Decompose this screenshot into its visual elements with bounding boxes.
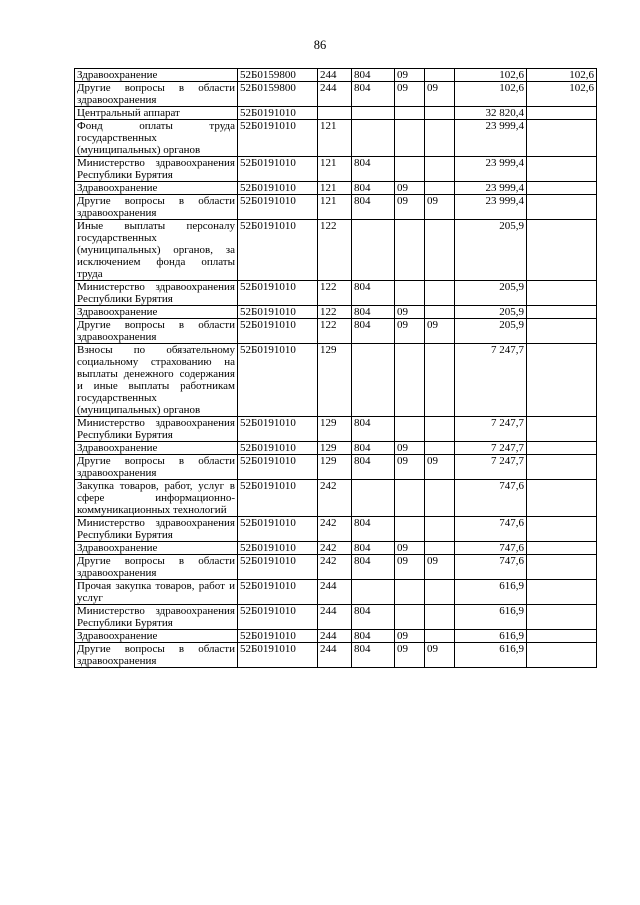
- subsection-2-cell: [425, 480, 455, 517]
- subsection-2-cell: 09: [425, 319, 455, 344]
- amount-cell: 7 247,7: [455, 344, 527, 417]
- target-article-cell: 52Б0191010: [238, 555, 318, 580]
- amount-2-cell: [527, 281, 597, 306]
- section-cell: 804: [352, 417, 395, 442]
- amount-2-cell: [527, 157, 597, 182]
- section-cell: 804: [352, 643, 395, 668]
- table-row: [75, 442, 597, 455]
- expense-type-cell: 244: [318, 643, 352, 668]
- amount-2-cell: [527, 417, 597, 442]
- subsection-2-cell: [425, 517, 455, 542]
- target-article-cell: 52Б0191010: [238, 344, 318, 417]
- amount-2-cell: [527, 555, 597, 580]
- row-name-cell: Здравоохранение: [75, 630, 238, 643]
- target-article-cell: 52Б0191010: [238, 643, 318, 668]
- expense-type-cell: 242: [318, 542, 352, 555]
- amount-2-cell: [527, 220, 597, 281]
- expense-type-cell: 121: [318, 120, 352, 157]
- subsection-cell: 09: [395, 643, 425, 668]
- amount-cell: 205,9: [455, 306, 527, 319]
- subsection-2-cell: [425, 281, 455, 306]
- row-name-cell: Здравоохранение: [75, 306, 238, 319]
- amount-2-cell: [527, 442, 597, 455]
- row-name-cell: Здравоохранение: [75, 69, 238, 82]
- subsection-2-cell: [425, 442, 455, 455]
- subsection-cell: [395, 281, 425, 306]
- row-name-cell: Фонд оплаты труда государственных (муниципальных) органов: [75, 120, 238, 157]
- section-cell: 804: [352, 630, 395, 643]
- amount-2-cell: [527, 455, 597, 480]
- subsection-2-cell: 09: [425, 555, 455, 580]
- amount-2-cell: [527, 319, 597, 344]
- target-article-cell: 52Б0191010: [238, 442, 318, 455]
- expense-type-cell: 242: [318, 480, 352, 517]
- row-name-cell: Министерство здравоохранения Республики Бурятия: [75, 605, 238, 630]
- subsection-cell: 09: [395, 630, 425, 643]
- section-cell: 804: [352, 542, 395, 555]
- amount-2-cell: [527, 195, 597, 220]
- subsection-2-cell: [425, 542, 455, 555]
- target-article-cell: 52Б0191010: [238, 157, 318, 182]
- expense-type-cell: 244: [318, 69, 352, 82]
- expense-type-cell: 122: [318, 281, 352, 306]
- section-cell: 804: [352, 195, 395, 220]
- section-cell: [352, 107, 395, 120]
- table-row: [75, 455, 597, 480]
- subsection-cell: 09: [395, 306, 425, 319]
- section-cell: 804: [352, 605, 395, 630]
- subsection-2-cell: 09: [425, 82, 455, 107]
- section-cell: 804: [352, 157, 395, 182]
- subsection-2-cell: [425, 69, 455, 82]
- subsection-cell: [395, 480, 425, 517]
- target-article-cell: 52Б0191010: [238, 107, 318, 120]
- row-name-cell: Министерство здравоохранения Республики Бурятия: [75, 281, 238, 306]
- budget-table: [74, 68, 597, 668]
- subsection-2-cell: [425, 344, 455, 417]
- expense-type-cell: 121: [318, 182, 352, 195]
- expense-type-cell: 244: [318, 82, 352, 107]
- row-name-cell: Здравоохранение: [75, 542, 238, 555]
- row-name-cell: Взносы по обязательному социальному страхованию на выплаты денежного содержания и иные выплаты работникам государственных (муниципальных) органов: [75, 344, 238, 417]
- table-row: [75, 344, 597, 417]
- section-cell: [352, 580, 395, 605]
- section-cell: [352, 480, 395, 517]
- row-name-cell: Министерство здравоохранения Республики Бурятия: [75, 157, 238, 182]
- section-cell: 804: [352, 455, 395, 480]
- amount-cell: 205,9: [455, 319, 527, 344]
- target-article-cell: 52Б0159800: [238, 69, 318, 82]
- subsection-2-cell: [425, 605, 455, 630]
- target-article-cell: 52Б0191010: [238, 580, 318, 605]
- subsection-cell: 09: [395, 555, 425, 580]
- expense-type-cell: 244: [318, 630, 352, 643]
- table-row: [75, 69, 597, 82]
- table-row: [75, 107, 597, 120]
- subsection-cell: [395, 220, 425, 281]
- subsection-2-cell: [425, 580, 455, 605]
- row-name-cell: Центральный аппарат: [75, 107, 238, 120]
- row-name-cell: Другие вопросы в области здравоохранения: [75, 82, 238, 107]
- row-name-cell: Здравоохранение: [75, 442, 238, 455]
- expense-type-cell: 129: [318, 344, 352, 417]
- subsection-cell: 09: [395, 319, 425, 344]
- amount-2-cell: [527, 120, 597, 157]
- table-row: [75, 417, 597, 442]
- expense-type-cell: 129: [318, 417, 352, 442]
- amount-2-cell: [527, 630, 597, 643]
- subsection-2-cell: [425, 306, 455, 319]
- amount-cell: 616,9: [455, 580, 527, 605]
- table-row: [75, 82, 597, 107]
- row-name-cell: Другие вопросы в области здравоохранения: [75, 555, 238, 580]
- amount-2-cell: [527, 306, 597, 319]
- expense-type-cell: 121: [318, 157, 352, 182]
- subsection-cell: [395, 120, 425, 157]
- amount-cell: 616,9: [455, 643, 527, 668]
- amount-cell: 747,6: [455, 517, 527, 542]
- subsection-2-cell: 09: [425, 195, 455, 220]
- subsection-2-cell: [425, 630, 455, 643]
- amount-cell: 747,6: [455, 542, 527, 555]
- expense-type-cell: [318, 107, 352, 120]
- section-cell: 804: [352, 82, 395, 107]
- target-article-cell: 52Б0191010: [238, 281, 318, 306]
- table-row: [75, 182, 597, 195]
- section-cell: 804: [352, 442, 395, 455]
- row-name-cell: Министерство здравоохранения Республики Бурятия: [75, 417, 238, 442]
- row-name-cell: Закупка товаров, работ, услуг в сфере информационно-коммуникационных технологий: [75, 480, 238, 517]
- target-article-cell: 52Б0191010: [238, 417, 318, 442]
- row-name-cell: Прочая закупка товаров, работ и услуг: [75, 580, 238, 605]
- amount-cell: 102,6: [455, 69, 527, 82]
- section-cell: 804: [352, 281, 395, 306]
- section-cell: 804: [352, 69, 395, 82]
- subsection-2-cell: [425, 120, 455, 157]
- amount-cell: 23 999,4: [455, 157, 527, 182]
- amount-2-cell: [527, 580, 597, 605]
- expense-type-cell: 121: [318, 195, 352, 220]
- amount-cell: 7 247,7: [455, 455, 527, 480]
- row-name-cell: Другие вопросы в области здравоохранения: [75, 195, 238, 220]
- subsection-2-cell: [425, 182, 455, 195]
- amount-cell: 23 999,4: [455, 120, 527, 157]
- table-row: [75, 157, 597, 182]
- amount-2-cell: [527, 480, 597, 517]
- amount-2-cell: 102,6: [527, 69, 597, 82]
- subsection-cell: [395, 580, 425, 605]
- section-cell: 804: [352, 306, 395, 319]
- amount-2-cell: [527, 182, 597, 195]
- expense-type-cell: 122: [318, 306, 352, 319]
- target-article-cell: 52Б0191010: [238, 630, 318, 643]
- target-article-cell: 52Б0191010: [238, 195, 318, 220]
- amount-cell: 616,9: [455, 630, 527, 643]
- subsection-2-cell: [425, 107, 455, 120]
- subsection-2-cell: [425, 417, 455, 442]
- subsection-cell: 09: [395, 442, 425, 455]
- target-article-cell: 52Б0191010: [238, 319, 318, 344]
- target-article-cell: 52Б0191010: [238, 220, 318, 281]
- expense-type-cell: 242: [318, 555, 352, 580]
- target-article-cell: 52Б0159800: [238, 82, 318, 107]
- table-row: [75, 555, 597, 580]
- subsection-cell: 09: [395, 195, 425, 220]
- section-cell: [352, 120, 395, 157]
- amount-cell: 205,9: [455, 220, 527, 281]
- section-cell: [352, 220, 395, 281]
- subsection-cell: [395, 605, 425, 630]
- target-article-cell: 52Б0191010: [238, 542, 318, 555]
- section-cell: 804: [352, 319, 395, 344]
- row-name-cell: Иные выплаты персоналу государственных (муниципальных) органов, за исключением фонда оплаты труда: [75, 220, 238, 281]
- target-article-cell: 52Б0191010: [238, 306, 318, 319]
- target-article-cell: 52Б0191010: [238, 455, 318, 480]
- row-name-cell: Другие вопросы в области здравоохранения: [75, 643, 238, 668]
- expense-type-cell: 129: [318, 442, 352, 455]
- subsection-2-cell: 09: [425, 643, 455, 668]
- table-row: [75, 480, 597, 517]
- expense-type-cell: 122: [318, 319, 352, 344]
- page-number: 86: [313, 38, 327, 52]
- table-row: [75, 630, 597, 643]
- table-row: [75, 306, 597, 319]
- amount-2-cell: [527, 107, 597, 120]
- amount-cell: 102,6: [455, 82, 527, 107]
- table-body: [75, 69, 597, 668]
- amount-cell: 7 247,7: [455, 417, 527, 442]
- amount-2-cell: [527, 542, 597, 555]
- amount-cell: 23 999,4: [455, 195, 527, 220]
- subsection-cell: [395, 517, 425, 542]
- table-row: [75, 643, 597, 668]
- subsection-cell: 09: [395, 69, 425, 82]
- expense-type-cell: 242: [318, 517, 352, 542]
- section-cell: 804: [352, 182, 395, 195]
- target-article-cell: 52Б0191010: [238, 605, 318, 630]
- subsection-cell: [395, 344, 425, 417]
- amount-2-cell: [527, 517, 597, 542]
- amount-cell: 747,6: [455, 480, 527, 517]
- expense-type-cell: 122: [318, 220, 352, 281]
- section-cell: [352, 344, 395, 417]
- target-article-cell: 52Б0191010: [238, 517, 318, 542]
- subsection-cell: 09: [395, 455, 425, 480]
- subsection-cell: [395, 157, 425, 182]
- amount-cell: 7 247,7: [455, 442, 527, 455]
- subsection-cell: 09: [395, 542, 425, 555]
- expense-type-cell: 244: [318, 605, 352, 630]
- amount-cell: 205,9: [455, 281, 527, 306]
- target-article-cell: 52Б0191010: [238, 480, 318, 517]
- amount-cell: 23 999,4: [455, 182, 527, 195]
- expense-type-cell: 129: [318, 455, 352, 480]
- target-article-cell: 52Б0191010: [238, 182, 318, 195]
- section-cell: 804: [352, 517, 395, 542]
- expense-type-cell: 244: [318, 580, 352, 605]
- subsection-2-cell: [425, 220, 455, 281]
- table-row: [75, 517, 597, 542]
- amount-2-cell: [527, 643, 597, 668]
- table-row: [75, 220, 597, 281]
- amount-2-cell: [527, 344, 597, 417]
- amount-cell: 32 820,4: [455, 107, 527, 120]
- section-cell: 804: [352, 555, 395, 580]
- subsection-2-cell: [425, 157, 455, 182]
- row-name-cell: Другие вопросы в области здравоохранения: [75, 319, 238, 344]
- table-row: [75, 281, 597, 306]
- subsection-2-cell: 09: [425, 455, 455, 480]
- table-row: [75, 195, 597, 220]
- table-row: [75, 580, 597, 605]
- amount-cell: 616,9: [455, 605, 527, 630]
- table-row: [75, 120, 597, 157]
- subsection-cell: [395, 107, 425, 120]
- target-article-cell: 52Б0191010: [238, 120, 318, 157]
- row-name-cell: Здравоохранение: [75, 182, 238, 195]
- table-row: [75, 605, 597, 630]
- table-row: [75, 319, 597, 344]
- row-name-cell: Другие вопросы в области здравоохранения: [75, 455, 238, 480]
- subsection-cell: 09: [395, 182, 425, 195]
- table-row: [75, 542, 597, 555]
- amount-cell: 747,6: [455, 555, 527, 580]
- amount-2-cell: [527, 605, 597, 630]
- amount-2-cell: 102,6: [527, 82, 597, 107]
- subsection-cell: 09: [395, 82, 425, 107]
- row-name-cell: Министерство здравоохранения Республики Бурятия: [75, 517, 238, 542]
- subsection-cell: [395, 417, 425, 442]
